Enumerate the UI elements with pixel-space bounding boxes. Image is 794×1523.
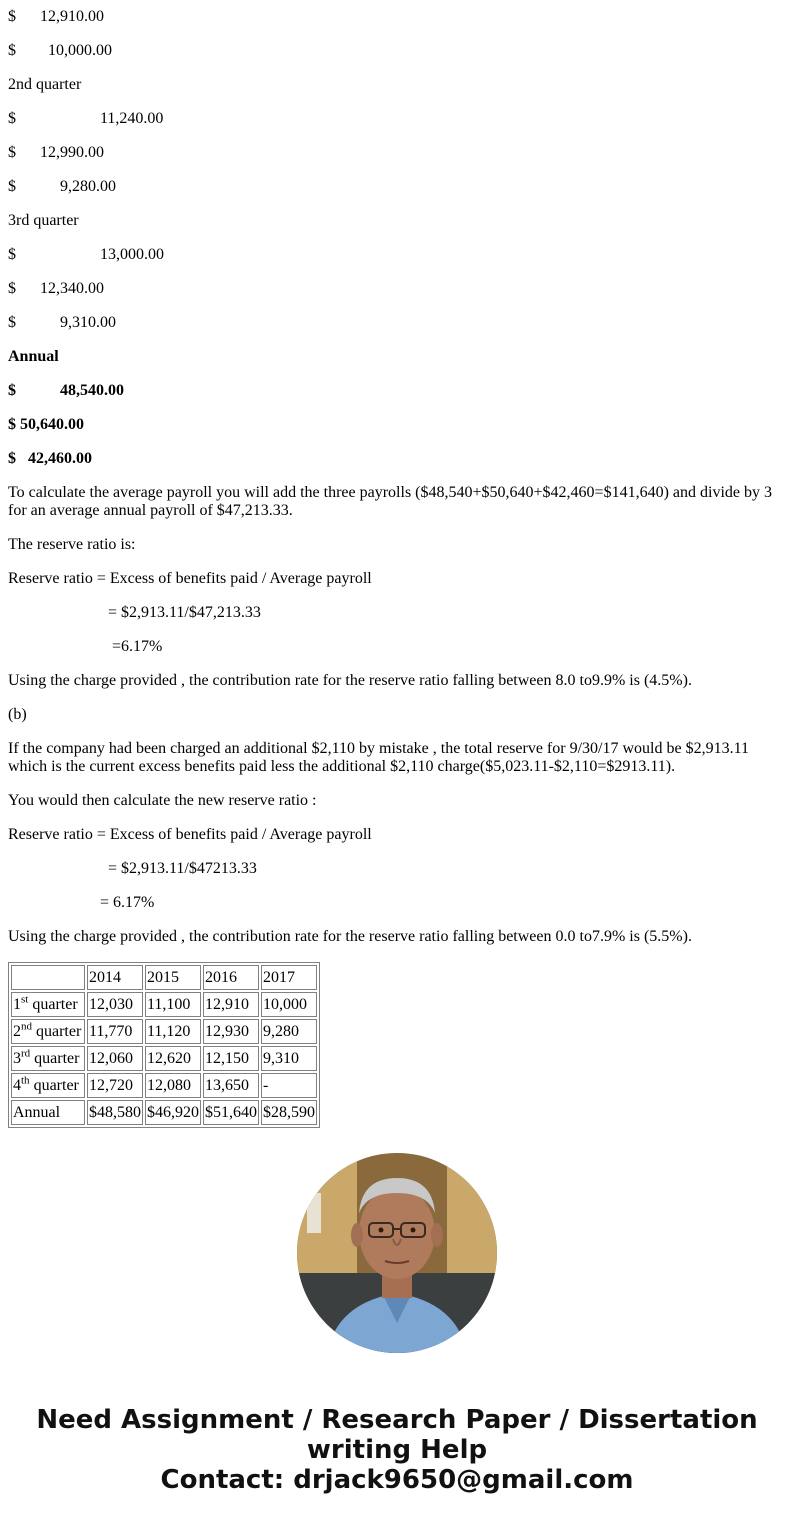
row-label-number: 4: [13, 1076, 21, 1094]
table-cell: $46,920: [145, 1100, 201, 1125]
text-line: = $2,913.11/$47,213.33: [8, 604, 261, 621]
table-cell: 9,310: [261, 1046, 317, 1071]
text-line: $ 50,640.00: [8, 416, 84, 433]
table-cell: 12,060: [87, 1046, 143, 1071]
text-line: 2nd quarter: [8, 76, 82, 93]
row-label-cell: [11, 1073, 85, 1098]
row-label-text: quarter: [32, 1022, 82, 1040]
text-line: = 6.17%: [8, 894, 155, 911]
table-cell: 12,620: [145, 1046, 201, 1071]
banner-contact-line: Contact: drjack9650@gmail.com: [160, 1465, 634, 1495]
contact-banner: [0, 1405, 794, 1495]
table-row: [11, 1073, 317, 1098]
row-label-cell: [11, 1046, 85, 1071]
row-label-number: 2: [13, 1022, 21, 1040]
text-line: To calculate the average payroll you will add the three payrolls ($48,540+$50,640+$42,460=$141,640) and divide by 3 for an average annual payroll of $47,213.33.: [8, 484, 772, 519]
table-cell: 13,650: [203, 1073, 259, 1098]
text-lines: [8, 0, 786, 946]
text-line: Annual: [8, 348, 59, 365]
row-label-suffix: nd: [21, 1020, 32, 1033]
table-cell: 10,000: [261, 992, 317, 1017]
portrait-image: [297, 1153, 497, 1353]
banner-line-1: Need Assignment / Research Paper / Dissertation: [36, 1405, 758, 1435]
text-line: Reserve ratio = Excess of benefits paid / Average payroll: [8, 570, 372, 587]
text-line: $ 12,990.00: [8, 144, 104, 161]
table-header-cell: 2015: [145, 965, 201, 990]
table-cell: 12,030: [87, 992, 143, 1017]
row-label-cell: [11, 1019, 85, 1044]
text-line: 3rd quarter: [8, 212, 79, 229]
table-cell: $28,590: [261, 1100, 317, 1125]
text-line: The reserve ratio is:: [8, 536, 136, 553]
row-label-cell: [11, 1100, 85, 1125]
table-header-cell: 2016: [203, 965, 259, 990]
author-photo: [297, 1153, 497, 1353]
table-cell: -: [261, 1073, 317, 1098]
table-cell: 11,100: [145, 992, 201, 1017]
text-line: Using the charge provided , the contribution rate for the reserve ratio falling between 8.0 to9.9% is (4.5%).: [8, 672, 692, 689]
table-row: [11, 1019, 317, 1044]
table-cell: 11,770: [87, 1019, 143, 1044]
table-cell: 12,720: [87, 1073, 143, 1098]
row-label-number: 3: [13, 1049, 21, 1067]
table-cell: 12,080: [145, 1073, 201, 1098]
document-body: [8, 0, 786, 1128]
text-line: (b): [8, 706, 27, 723]
text-line: $ 48,540.00: [8, 382, 124, 399]
text-line: $ 13,000.00: [8, 246, 164, 263]
row-label-suffix: st: [21, 993, 29, 1006]
table-cell: 12,150: [203, 1046, 259, 1071]
row-label-suffix: rd: [21, 1047, 31, 1060]
text-line: Using the charge provided , the contribution rate for the reserve ratio falling between 0.0 to7.9% is (5.5%).: [8, 928, 692, 945]
text-line: =6.17%: [8, 638, 163, 655]
text-line: $ 11,240.00: [8, 110, 164, 127]
row-label-cell: [11, 992, 85, 1017]
table-row: [11, 992, 317, 1017]
text-line: You would then calculate the new reserve ratio :: [8, 792, 317, 809]
table-cell: 11,120: [145, 1019, 201, 1044]
row-label-suffix: th: [21, 1074, 30, 1087]
text-line: $ 9,310.00: [8, 314, 116, 331]
text-line: If the company had been charged an additional $2,110 by mistake , the total reserve for 9/30/17 would be $2,913.11 which is the current excess benefits paid less the additional $2,110 charge($5,023.11-$2,110=$2913.11).: [8, 740, 749, 775]
table-cell: 12,930: [203, 1019, 259, 1044]
table-header-cell: 2017: [261, 965, 317, 990]
text-line: $ 12,910.00: [8, 8, 104, 25]
text-line: Reserve ratio = Excess of benefits paid / Average payroll: [8, 826, 372, 843]
table-header-cell: [11, 965, 85, 990]
row-label-text: quarter: [30, 1049, 80, 1067]
table-cell: 9,280: [261, 1019, 317, 1044]
text-line: $ 12,340.00: [8, 280, 104, 297]
text-line: $ 9,280.00: [8, 178, 116, 195]
text-line: $ 42,460.00: [8, 450, 92, 467]
banner-line-2: writing Help: [306, 1435, 488, 1465]
row-label-number: Annual: [13, 1103, 61, 1121]
table-cell: $48,580: [87, 1100, 143, 1125]
text-line: = $2,913.11/$47213.33: [8, 860, 257, 877]
table-cell: $51,640: [203, 1100, 259, 1125]
row-label-number: 1: [13, 995, 21, 1013]
table-cell: 12,910: [203, 992, 259, 1017]
table-header-row: [11, 965, 317, 990]
row-label-text: quarter: [28, 995, 78, 1013]
text-line: $ 10,000.00: [8, 42, 112, 59]
row-label-text: quarter: [29, 1076, 79, 1094]
table-row: [11, 1100, 317, 1125]
payroll-table: [8, 962, 320, 1128]
table-header-cell: 2014: [87, 965, 143, 990]
table-row: [11, 1046, 317, 1071]
